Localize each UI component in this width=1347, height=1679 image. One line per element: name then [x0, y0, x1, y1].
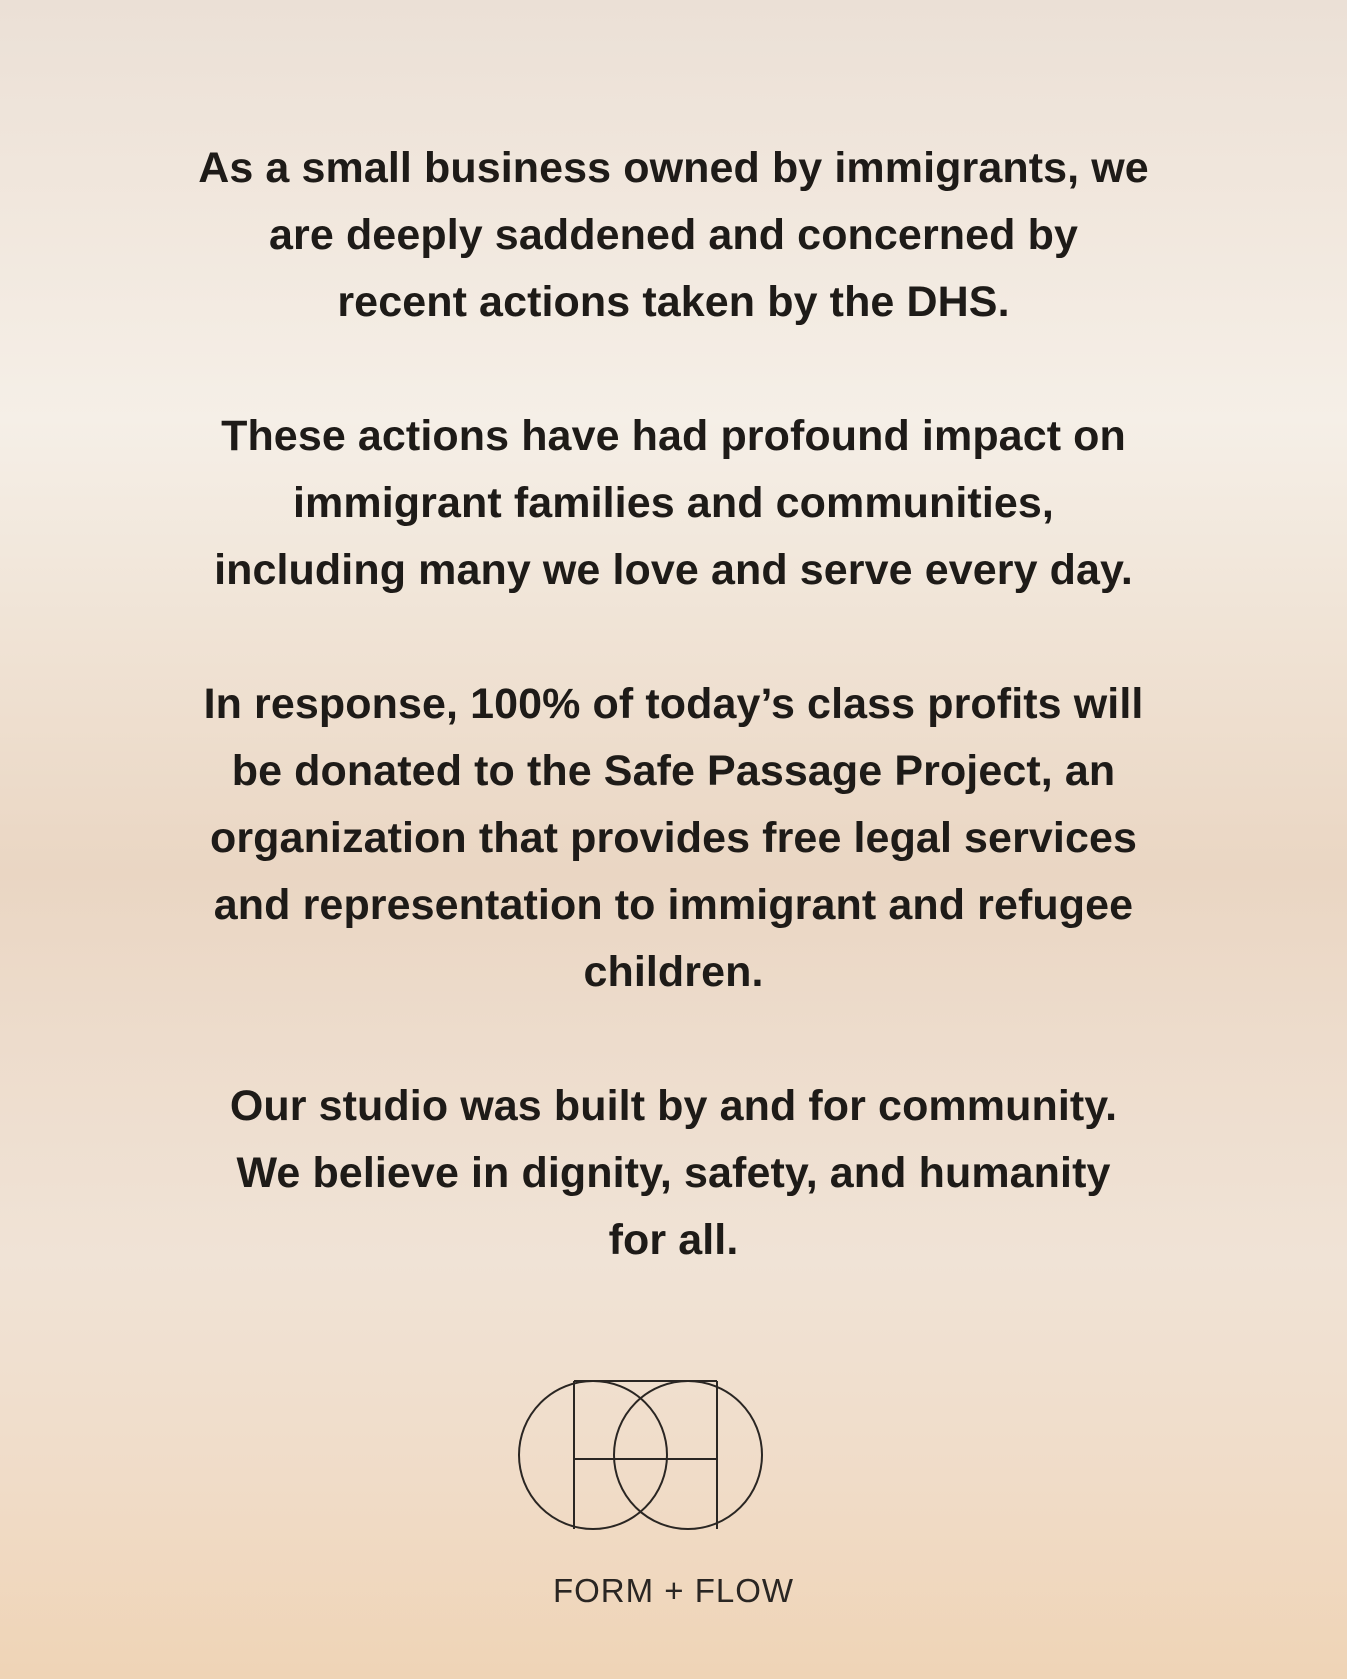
brand-name: FORM + FLOW — [552, 1572, 795, 1609]
statement-line: organization that provides free legal services — [209, 814, 1138, 862]
statement-line: We believe in dignity, safety, and humanity — [236, 1149, 1111, 1197]
statement-line: These actions have had profound impact on — [221, 412, 1126, 460]
logo-left-circle — [519, 1381, 667, 1529]
statement-paragraph-2 — [0, 403, 1347, 604]
statement-line: and representation to immigrant and refugee — [213, 881, 1134, 929]
statement-paragraph-4 — [0, 1073, 1347, 1274]
statement-line: children. — [583, 948, 764, 996]
overlapping-circles-logo-icon — [518, 1356, 764, 1554]
statement-line: recent actions taken by the DHS. — [337, 278, 1010, 326]
statement-line: Our studio was built by and for community. — [229, 1082, 1118, 1130]
logo-right-circle — [614, 1381, 762, 1529]
statement-paragraph-3 — [0, 671, 1347, 1006]
statement-line: As a small business owned by immigrants, we — [198, 144, 1149, 192]
statement-line: including many we love and serve every day. — [214, 546, 1133, 594]
statement-line: are deeply saddened and concerned by — [269, 211, 1078, 259]
statement-line: for all. — [608, 1216, 739, 1264]
statement-text — [0, 135, 1347, 1341]
statement-line: immigrant families and communities, — [293, 479, 1054, 527]
statement-line: In response, 100% of today’s class profits will — [203, 680, 1144, 728]
statement-line: be donated to the Safe Passage Project, an — [231, 747, 1116, 795]
statement-paragraph-1 — [0, 135, 1347, 336]
